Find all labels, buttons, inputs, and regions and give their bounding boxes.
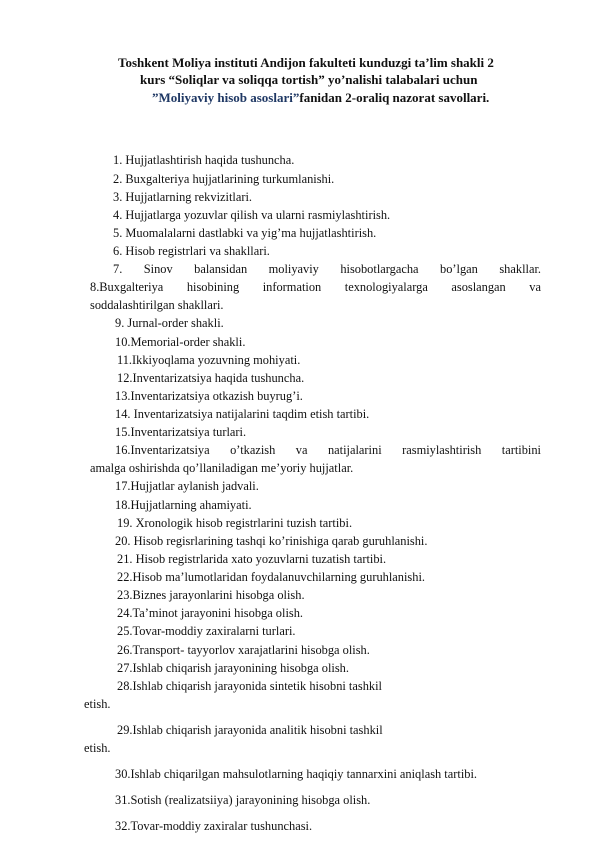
question-item: 15.Inventarizatsiya turlari. [115,425,247,439]
question-item-continuation: soddalashtirilgan shakllari. [90,298,224,312]
question-item: 11.Ikkiyoqlama yozuvning mohiyati. [117,353,301,367]
question-item: 31.Sotish (realizatsiiya) jarayonining hisobga olish. [115,793,371,807]
question-item: 3. Hujjatlarning rekvizitlari. [113,190,253,204]
question-item: 17.Hujjatlar aylanish jadvali. [115,479,259,493]
question-item: 24.Ta’minot jarayonini hisobga olish. [117,606,303,620]
question-item: 28.Ishlab chiqarish jarayonida sintetik hisobni tashkil [117,679,382,693]
question-item: 7. Sinov balansidan moliyaviy hisobotlargacha bo’lgan shakllar. [113,262,541,276]
question-item-continuation: etish. [84,697,111,711]
question-item: 27.Ishlab chiqarish jarayonining hisobga olish. [117,661,349,675]
question-item: 6. Hisob registrlari va shakllari. [113,244,270,258]
title-line-2: kurs “Soliqlar va soliqqa tortish” yo’nalishi talabalari uchun [140,72,478,87]
title-line-1: Toshkent Moliya instituti Andijon fakulteti kunduzgi ta’lim shakli 2 [118,55,494,70]
question-item: 21. Hisob registrlarida xato yozuvlarni tuzatish tartibi. [117,552,387,566]
question-item: 12.Inventarizatsiya haqida tushuncha. [117,371,305,385]
question-item: 32.Tovar-moddiy zaxiralar tushunchasi. [115,819,313,833]
question-item: 1. Hujjatlashtirish haqida tushuncha. [113,153,295,167]
question-item: 4. Hujjatlarga yozuvlar qilish va ularni rasmiylashtirish. [113,208,391,222]
question-item: 29.Ishlab chiqarish jarayonida analitik hisobni tashkil [117,723,383,737]
question-item: 16.Inventarizatsiya o’tkazish va natijalarini rasmiylashtirish tartibini [115,443,541,457]
subject-name: ”Moliyaviy hisob asoslari” [152,90,300,105]
question-item: 19. Xronologik hisob registrlarini tuzish tartibi. [117,516,353,530]
question-item: 2. Buxgalteriya hujjatlarining turkumlanishi. [113,172,335,186]
question-item: 8.Buxgalteriya hisobining information texnologiyalarga asoslangan va [90,280,541,294]
title-line-3 [152,89,489,106]
question-item: 9. Jurnal-order shakli. [115,316,224,330]
question-item: 23.Biznes jarayonlarini hisobga olish. [117,588,305,602]
question-item: 25.Tovar-moddiy zaxiralarni turlari. [117,624,296,638]
title-line-3-rest: fanidan 2-oraliq nazorat savollari. [299,90,490,105]
question-item: 20. Hisob regisrlarining tashqi ko’rinishiga qarab guruhlanishi. [115,534,428,548]
question-item: 14. Inventarizatsiya natijalarini taqdim etish tartibi. [115,407,370,421]
question-item-continuation: etish. [84,741,111,755]
question-item-continuation: amalga oshirishda qo’llaniladigan me’yoriy hujjatlar. [90,461,354,475]
question-item: 18.Hujjatlarning ahamiyati. [115,498,252,512]
question-item: 5. Muomalalarni dastlabki va yig’ma hujjatlashtirish. [113,226,377,240]
question-item: 30.Ishlab chiqarilgan mahsulotlarning haqiqiy tannarxini aniqlash tartibi. [115,767,477,781]
question-item: 26.Transport- tayyorlov xarajatlarini hisobga olish. [117,643,370,657]
question-item: 13.Inventarizatsiya otkazish buyrug’i. [115,389,303,403]
question-item: 22.Hisob ma’lumotlaridan foydalanuvchilarning guruhlanishi. [117,570,425,584]
question-item: 10.Memorial-order shakli. [115,335,246,349]
